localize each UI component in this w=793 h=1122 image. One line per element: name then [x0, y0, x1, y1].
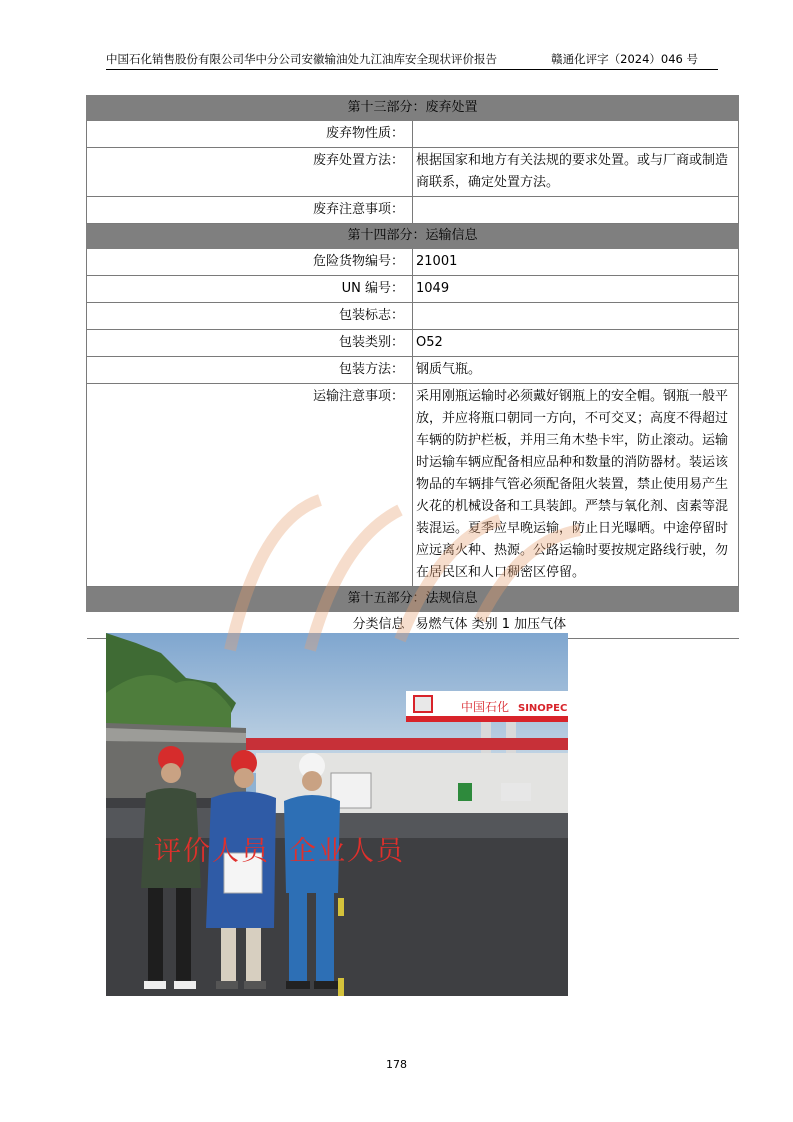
- page-number: 178: [386, 1058, 407, 1071]
- caption-evaluators: 评价人员: [154, 836, 270, 867]
- row-label: 废弃物性质：: [87, 121, 413, 148]
- report-title: 中国石化销售股份有限公司华中分公司安徽输油处九江油库安全现状评价报告: [106, 52, 497, 66]
- row-label: 包装类别：: [87, 330, 413, 357]
- site-photo-scene: [106, 633, 568, 996]
- site-photo: [106, 633, 568, 996]
- section-header-disposal: 第十三部分：废弃处置: [87, 96, 739, 121]
- row-value: [413, 121, 739, 148]
- row-value: 根据国家和地方有关法规的要求处置。或与厂商或制造商联系，确定处置方法。: [413, 148, 739, 197]
- row-waste-notes: [87, 197, 739, 224]
- row-value: [413, 303, 739, 330]
- row-pack-class: [87, 330, 739, 357]
- row-value: 采用刚瓶运输时必须戴好钢瓶上的安全帽。钢瓶一般平放，并应将瓶口朝同一方向，不可交叉；高度不得超过车辆的防护栏板，并用三角木垫卡牢，防止滚动。运输时运输车辆应配备相应品种和数量的消防器材。装运该物品的车辆排气管必须配备阻火装置，禁止使用易产生火花的机械设备和工具装卸。严禁与氧化剂、卤素等混装混运。夏季应早晚运输，防止日光曝晒。中途停留时应远离火种、热源。公路运输时要按规定路线行驶，勿在居民区和人口稠密区停留。: [413, 384, 739, 587]
- row-label: 包装方法：: [87, 357, 413, 384]
- row-label: 危险货物编号：: [87, 249, 413, 276]
- row-un-number: [87, 276, 739, 303]
- row-waste-method: [87, 148, 739, 197]
- row-value: O52: [413, 330, 739, 357]
- caption-enterprise-staff: 企业人员: [289, 836, 405, 867]
- row-label: 包装标志：: [87, 303, 413, 330]
- report-number: 赣通化评字（2024）046 号: [551, 52, 698, 66]
- row-pack-mark: [87, 303, 739, 330]
- row-waste-nature: [87, 121, 739, 148]
- row-value: 易燃气体 类别 1 加压气体: [413, 612, 739, 639]
- row-transport-notes: [87, 384, 739, 587]
- row-pack-method: [87, 357, 739, 384]
- row-value: [413, 197, 739, 224]
- section-header-transport: 第十四部分：运输信息: [87, 224, 739, 249]
- station-sign-en: SINOPEC: [518, 703, 568, 714]
- row-value: 钢质气瓶。: [413, 357, 739, 384]
- row-dg-number: [87, 249, 739, 276]
- row-value: 1049: [413, 276, 739, 303]
- row-label: 废弃注意事项：: [87, 197, 413, 224]
- row-value: 21001: [413, 249, 739, 276]
- row-label: 分类信息: [87, 612, 413, 639]
- page-header: [106, 50, 718, 70]
- sds-table: [86, 95, 739, 639]
- station-sign-cn: 中国石化: [461, 700, 510, 714]
- section-header-regulatory: 第十五部分：法规信息: [87, 587, 739, 612]
- row-label: 运输注意事项：: [87, 384, 413, 587]
- row-label: UN 编号：: [87, 276, 413, 303]
- row-label: 废弃处置方法：: [87, 148, 413, 197]
